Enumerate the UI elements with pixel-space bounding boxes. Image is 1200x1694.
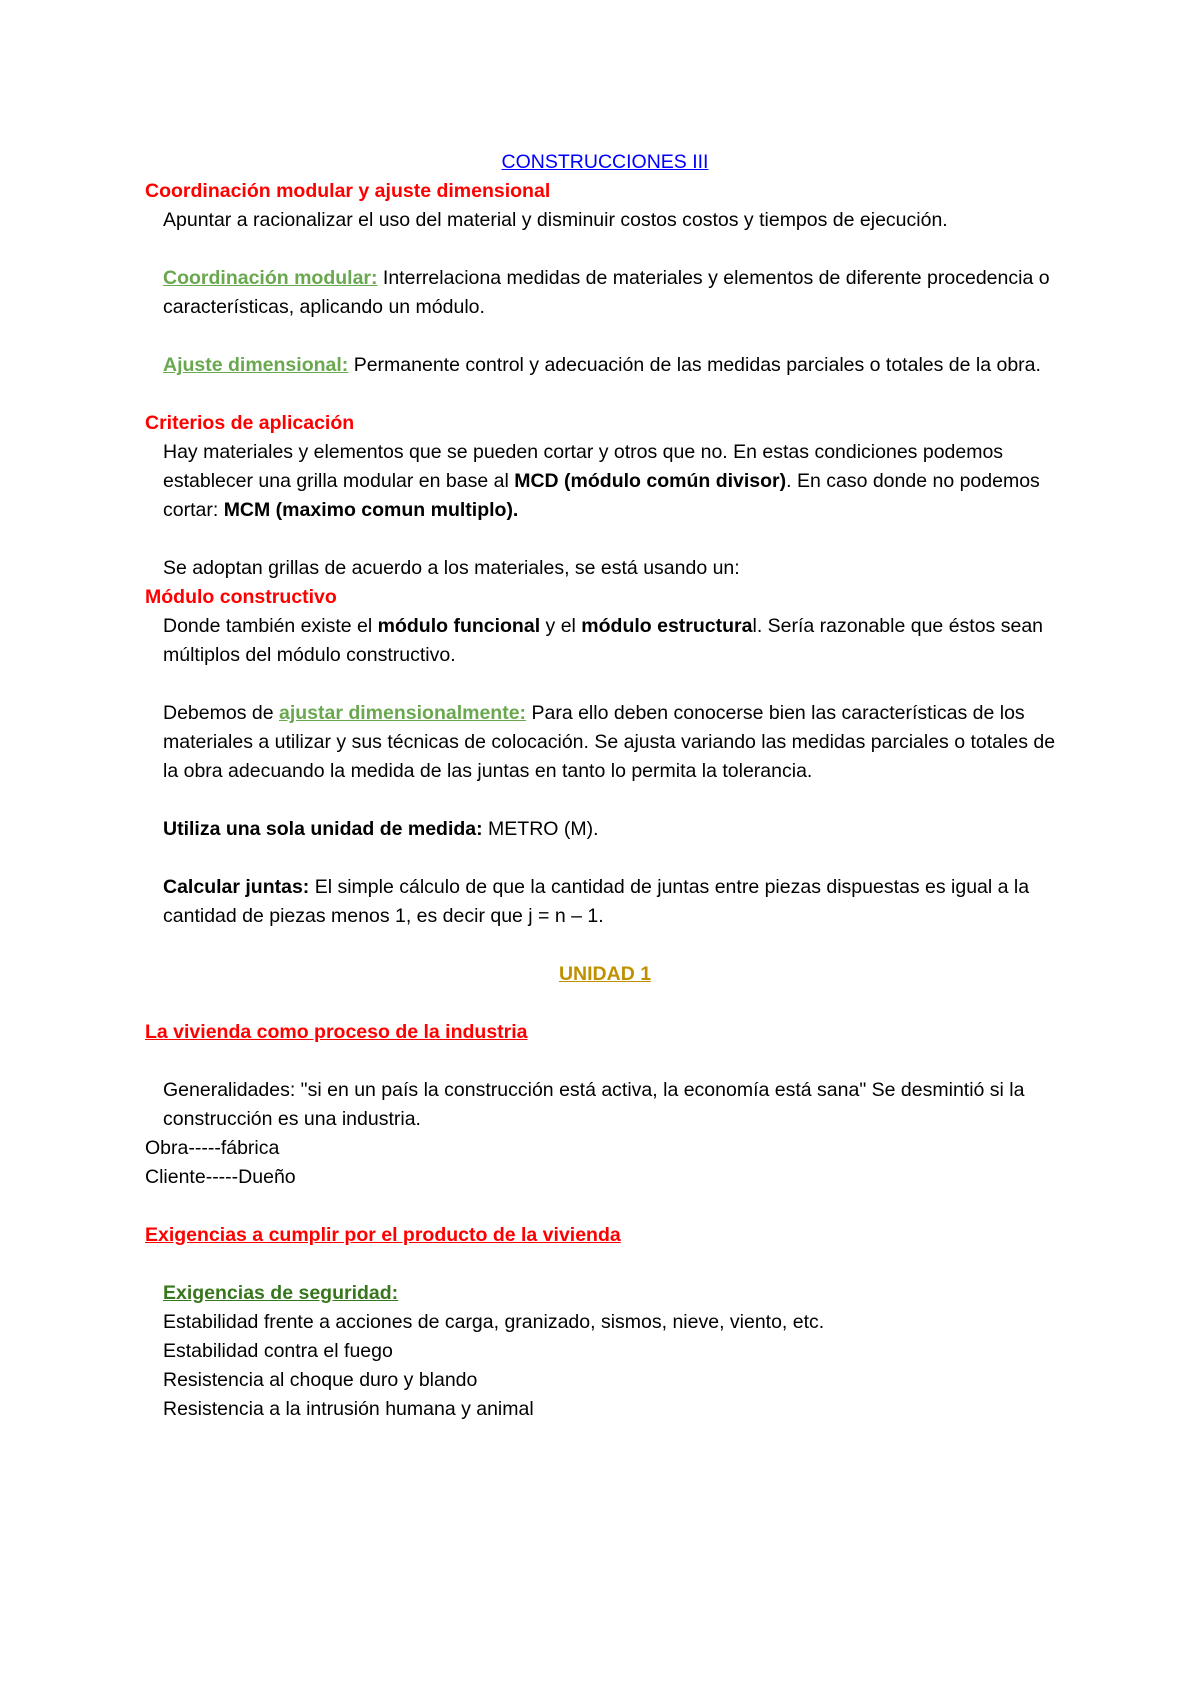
term-ajustar-dimensionalmente: ajustar dimensionalmente: xyxy=(278,702,527,724)
line-cliente-dueno: Cliente-----Dueño xyxy=(145,1166,296,1188)
subheading-seguridad: Exigencias de seguridad: xyxy=(163,1282,399,1304)
term-mcd: MCD (módulo común divisor) xyxy=(514,470,787,492)
paragraph-calcular-juntas: Calcular juntas: El simple cálculo de que la cantidad de juntas entre piezas dispuestas es igual a la cantidad de piezas menos 1, es decir que j = n – 1. xyxy=(163,876,1030,927)
term-ajuste-dimensional: Ajuste dimensional: xyxy=(163,354,349,376)
unit-heading: UNIDAD 1 xyxy=(558,963,652,985)
term-mcm: MCM (maximo comun multiplo). xyxy=(223,499,519,521)
paragraph-modulo: Donde también existe el módulo funcional y el módulo estructural. Sería razonable que éstos sean múltiplos del módulo constructivo. xyxy=(163,615,1044,666)
term-modulo-estructural: módulo estructura xyxy=(581,615,753,637)
document-title: CONSTRUCCIONES III xyxy=(501,151,709,173)
section-heading-modulo-constructivo: Módulo constructivo xyxy=(145,586,337,608)
term-coordinacion-modular: Coordinación modular: xyxy=(163,267,378,289)
paragraph-coordinacion-modular: Coordinación modular: Interrelaciona medidas de materiales y elementos de diferente procedencia o características, aplicando un módulo. xyxy=(163,267,1050,318)
paragraph-intro: Apuntar a racionalizar el uso del material y disminuir costos costos y tiempos de ejecución. xyxy=(163,209,948,231)
paragraph-ajuste-dimensional: Ajuste dimensional: Permanente control y adecuación de las medidas parciales o totales de la obra. xyxy=(163,354,1041,376)
list-item: Estabilidad frente a acciones de carga, granizado, sismos, nieve, viento, etc. xyxy=(163,1311,825,1333)
section-heading-criterios: Criterios de aplicación xyxy=(145,412,355,434)
document-page xyxy=(145,148,1065,1424)
paragraph-unidad-medida: Utiliza una sola unidad de medida: METRO (M). xyxy=(163,818,599,840)
paragraph-criterios: Hay materiales y elementos que se pueden cortar y otros que no. En estas condiciones podemos establecer una grilla modular en base al MCD (módulo común divisor). En caso donde no podemos cortar: MCM (maximo comun multiplo). xyxy=(163,441,1040,521)
term-modulo-funcional: módulo funcional xyxy=(377,615,541,637)
list-item: Resistencia al choque duro y blando xyxy=(163,1369,478,1391)
paragraph-ajustar: Debemos de ajustar dimensionalmente: Para ello deben conocerse bien las características de los materiales a utilizar y sus técnicas de colocación. Se ajusta variando las medidas parciales o totales de la obra adecuando la medida de las juntas en tanto lo permita la tolerancia. xyxy=(163,702,1056,782)
line-obra-fabrica: Obra-----fábrica xyxy=(145,1137,280,1159)
section-heading-coordinacion: Coordinación modular y ajuste dimensional xyxy=(145,180,551,202)
paragraph-grillas: Se adoptan grillas de acuerdo a los materiales, se está usando un: xyxy=(163,557,740,579)
list-item: Resistencia a la intrusión humana y animal xyxy=(163,1398,534,1420)
section-heading-exigencias: Exigencias a cumplir por el producto de la vivienda xyxy=(145,1224,621,1246)
paragraph-generalidades: Generalidades: "si en un país la construcción está activa, la economía está sana" Se desmintió si la construcción es una industria. xyxy=(163,1079,1025,1130)
list-item: Estabilidad contra el fuego xyxy=(163,1340,393,1362)
section-heading-vivienda: La vivienda como proceso de la industria xyxy=(145,1021,528,1043)
